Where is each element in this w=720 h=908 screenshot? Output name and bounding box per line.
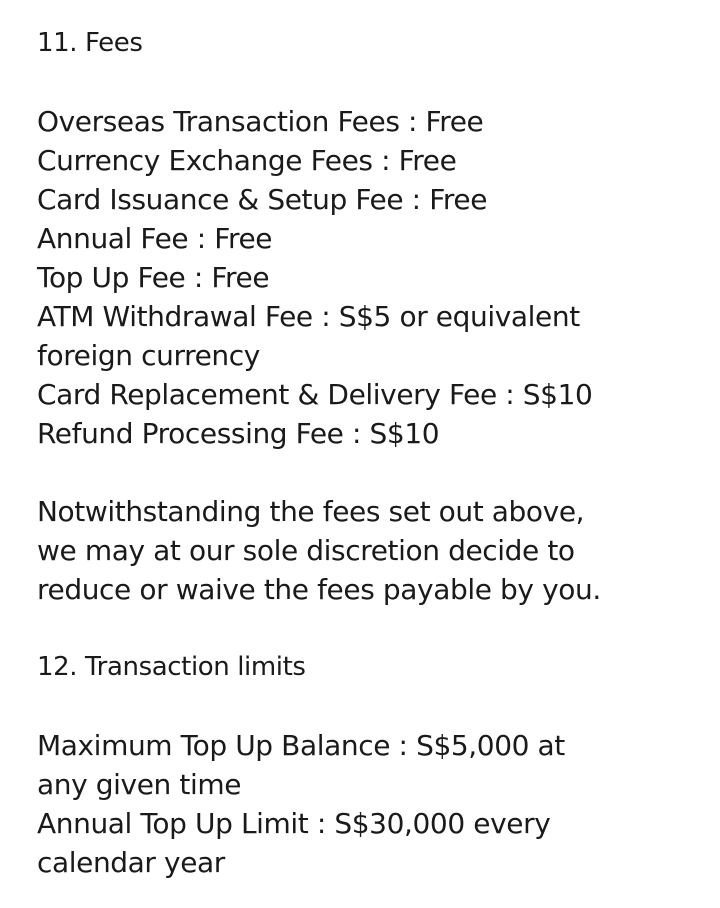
fee-item: Card Issuance & Setup Fee : Free	[37, 183, 488, 216]
fee-item: Annual Fee : Free	[37, 222, 273, 255]
fee-item: Overseas Transaction Fees : Free	[37, 105, 484, 138]
note-line: we may at our sole discretion decide to	[37, 534, 575, 567]
note-line: reduce or waive the fees payable by you.	[37, 573, 601, 606]
fee-item: Currency Exchange Fees : Free	[37, 144, 457, 177]
note-line: Notwithstanding the fees set out above,	[37, 495, 585, 528]
limit-item: Maximum Top Up Balance : S$5,000 at	[37, 729, 565, 762]
fees-list	[37, 102, 697, 453]
spacer	[37, 453, 697, 492]
fee-item: Card Replacement & Delivery Fee : S$10	[37, 378, 593, 411]
fee-item: Refund Processing Fee : S$10	[37, 417, 440, 450]
spacer	[37, 687, 697, 726]
limit-item-continued: any given time	[37, 768, 242, 801]
terms-document	[37, 24, 697, 882]
spacer	[37, 609, 697, 648]
limit-item: Annual Top Up Limit : S$30,000 every	[37, 807, 551, 840]
spacer	[37, 63, 697, 102]
limit-item-continued: calendar year	[37, 846, 225, 879]
fee-item: Top Up Fee : Free	[37, 261, 270, 294]
section-12-title: 12. Transaction limits	[37, 652, 306, 682]
section-11-title: 11. Fees	[37, 28, 143, 58]
fee-item-continued: foreign currency	[37, 339, 260, 372]
fee-item: ATM Withdrawal Fee : S$5 or equivalent	[37, 300, 580, 333]
limits-list	[37, 726, 697, 882]
fees-waiver-note	[37, 492, 697, 609]
